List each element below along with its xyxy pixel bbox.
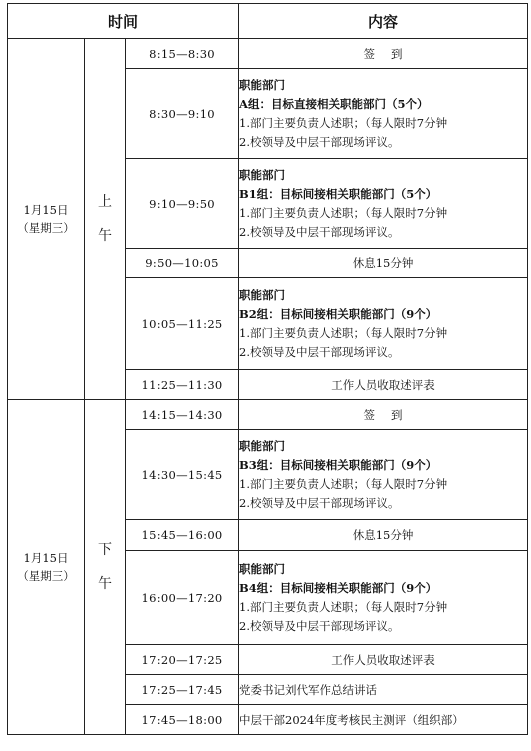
agenda-item-2: 2.校领导及中层干部现场评议。	[239, 224, 400, 239]
afternoon-period-char-1: 下	[98, 542, 112, 558]
schedule-table	[7, 3, 528, 735]
dept-title: 职能部门	[239, 167, 286, 182]
agenda-item-2: 2.校领导及中层干部现场评议。	[239, 495, 400, 510]
agenda-item-1: 1.部门主要负责人述职；（每人限时7分钟	[239, 115, 448, 130]
time-cell: 17:45—18:00	[126, 705, 239, 735]
dept-title: 职能部门	[239, 77, 286, 92]
table-row	[8, 400, 528, 430]
group-title: B2组：目标间接相关职能部门（9个）	[239, 306, 438, 321]
dept-title: 职能部门	[239, 561, 286, 576]
morning-period-char-2: 午	[98, 228, 112, 244]
content-cell	[239, 400, 528, 430]
time-cell: 14:15—14:30	[126, 400, 239, 430]
agenda-item-1: 1.部门主要负责人述职；（每人限时7分钟	[239, 325, 448, 340]
time-cell: 17:20—17:25	[126, 645, 239, 675]
afternoon-weekday: （星期三）	[17, 569, 75, 583]
table-row	[8, 39, 528, 69]
time-cell: 8:30—9:10	[126, 69, 239, 159]
content-cell	[239, 278, 528, 370]
agenda-item-1: 1.部门主要负责人述职；（每人限时7分钟	[239, 205, 448, 220]
time-cell: 9:10—9:50	[126, 159, 239, 249]
agenda-item-2: 2.校领导及中层干部现场评议。	[239, 344, 400, 359]
time-cell: 14:30—15:45	[126, 430, 239, 520]
group-title: B1组：目标间接相关职能部门（5个）	[239, 186, 438, 201]
morning-date: 1月15日	[23, 203, 69, 217]
morning-date-cell	[8, 39, 85, 400]
afternoon-period-char-2: 午	[98, 576, 112, 592]
header-time: 时间	[8, 4, 239, 39]
time-cell: 16:00—17:20	[126, 551, 239, 645]
sign-in-text: 签到	[363, 407, 419, 422]
content-cell: 工作人员收取述评表	[239, 370, 528, 400]
agenda-item-2: 2.校领导及中层干部现场评议。	[239, 618, 400, 633]
afternoon-date-cell	[8, 400, 85, 735]
content-cell	[239, 551, 528, 645]
agenda-item-1: 1.部门主要负责人述职；（每人限时7分钟	[239, 476, 448, 491]
group-title: A组：目标直接相关职能部门（5个）	[239, 96, 429, 111]
content-cell: 休息15分钟	[239, 520, 528, 551]
morning-period-cell	[85, 39, 126, 400]
content-cell	[239, 159, 528, 249]
afternoon-period-cell	[85, 400, 126, 735]
time-cell: 15:45—16:00	[126, 520, 239, 551]
morning-period-char-1: 上	[98, 194, 112, 210]
dept-title: 职能部门	[239, 438, 286, 453]
time-cell: 11:25—11:30	[126, 370, 239, 400]
content-cell	[239, 430, 528, 520]
time-cell: 17:25—17:45	[126, 675, 239, 705]
group-title: B3组：目标间接相关职能部门（9个）	[239, 457, 438, 472]
header-row	[8, 4, 528, 39]
content-cell	[239, 69, 528, 159]
morning-weekday: （星期三）	[17, 221, 75, 235]
content-cell	[239, 39, 528, 69]
sign-in-text: 签到	[363, 46, 419, 61]
group-title: B4组：目标间接相关职能部门（9个）	[239, 580, 438, 595]
time-cell: 8:15—8:30	[126, 39, 239, 69]
content-cell: 党委书记刘代军作总结讲话	[239, 675, 528, 705]
content-cell: 休息15分钟	[239, 249, 528, 278]
afternoon-date: 1月15日	[23, 551, 69, 565]
agenda-item-1: 1.部门主要负责人述职；（每人限时7分钟	[239, 599, 448, 614]
content-cell: 工作人员收取述评表	[239, 645, 528, 675]
dept-title: 职能部门	[239, 287, 286, 302]
time-cell: 9:50—10:05	[126, 249, 239, 278]
agenda-item-2: 2.校领导及中层干部现场评议。	[239, 134, 400, 149]
header-content: 内容	[239, 4, 528, 39]
content-cell: 中层干部2024年度考核民主测评（组织部）	[239, 705, 528, 735]
time-cell: 10:05—11:25	[126, 278, 239, 370]
